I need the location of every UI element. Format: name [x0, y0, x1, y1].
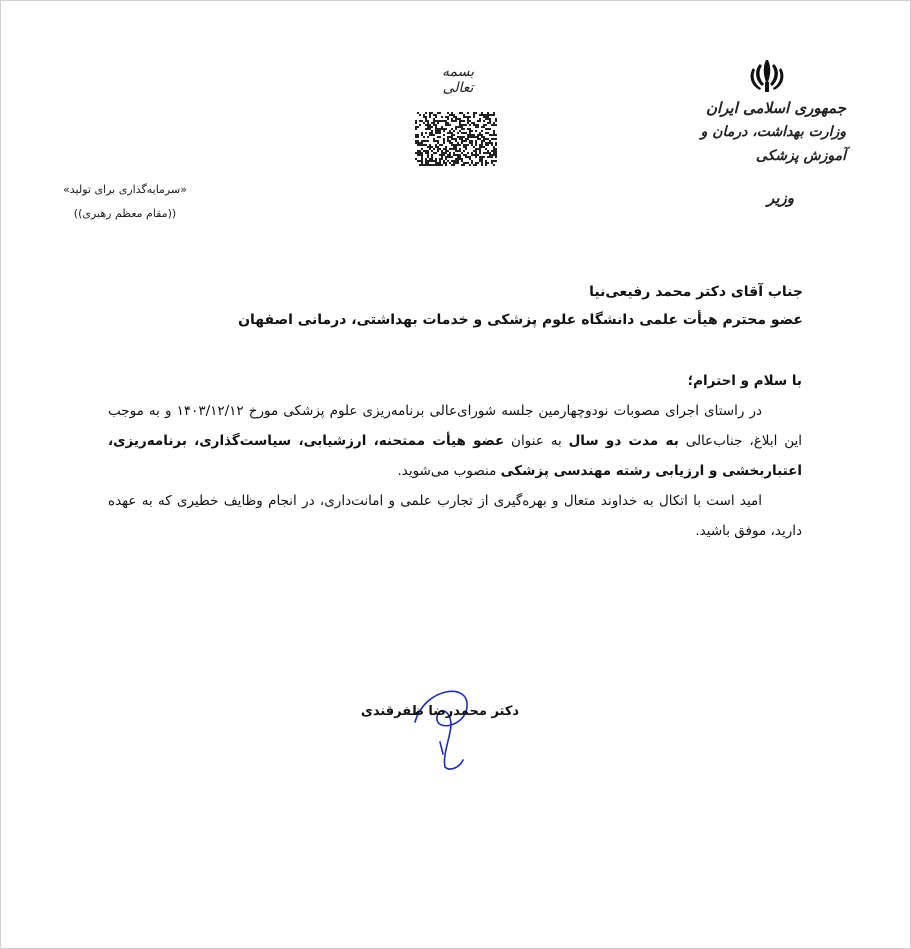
p1-text-e: منصوب می‌شوید.: [397, 463, 501, 479]
addressee: [238, 278, 803, 334]
signer-name: دکتر محمدرضا ظفرقندی: [360, 704, 520, 719]
paragraph-closing: امید است با اتکال به خداوند متعال و بهره‌گیری از تجارب علمی و امانت‌داری، در انجام وظایف خطیری که به عهده دارید، موفق باشید.: [108, 493, 802, 539]
qr-code-icon: [415, 112, 497, 166]
p1-role: عضو هیأت ممتحنه، ارزشیابی، سیاست‌گذاری، برنامه‌ریزی، اعتباربخشی و ارزیابی رشته مهندسی پزشکی: [108, 433, 802, 479]
ministry-line-minister: وزیر: [767, 189, 794, 207]
iran-emblem-icon: [745, 56, 789, 96]
signature-scribble: [395, 682, 505, 777]
ministry-line-ministry: وزارت بهداشت، درمان و آموزش پزشکی: [700, 124, 846, 164]
greeting: با سلام و احترام؛: [687, 373, 802, 389]
p1-duration: به مدت دو سال: [568, 433, 679, 449]
p1-text-a: در راستای اجرای مصوبات نودوچهارمین جلسه شورای‌عالی برنامه‌ریزی علوم پزشکی مورخ ۱۴۰۳/۱۲/۱۲ و به موجب این ابلاغ، جناب‌عالی: [108, 403, 802, 449]
p1-text-c: به عنوان: [504, 433, 569, 449]
ministry-letterhead: [676, 96, 846, 210]
letter-body: [108, 366, 802, 546]
addressee-name: جناب آقای دکتر محمد رفیعی‌نیا: [589, 284, 803, 300]
paragraph-appointment: [108, 396, 802, 486]
addressee-title: عضو محترم هیأت علمی دانشگاه علوم پزشکی و خدمات بهداشتی، درمانی اصفهان: [238, 312, 803, 328]
motto: [60, 178, 190, 226]
motto-line: «سرمایه‌گذاری برای تولید»: [63, 183, 187, 196]
motto-attribution: ((مقام معظم رهبری)): [73, 207, 177, 220]
ministry-line-country: جمهوری اسلامی ایران: [705, 99, 846, 117]
basmala-heading: بسمه تعالی: [442, 64, 474, 96]
